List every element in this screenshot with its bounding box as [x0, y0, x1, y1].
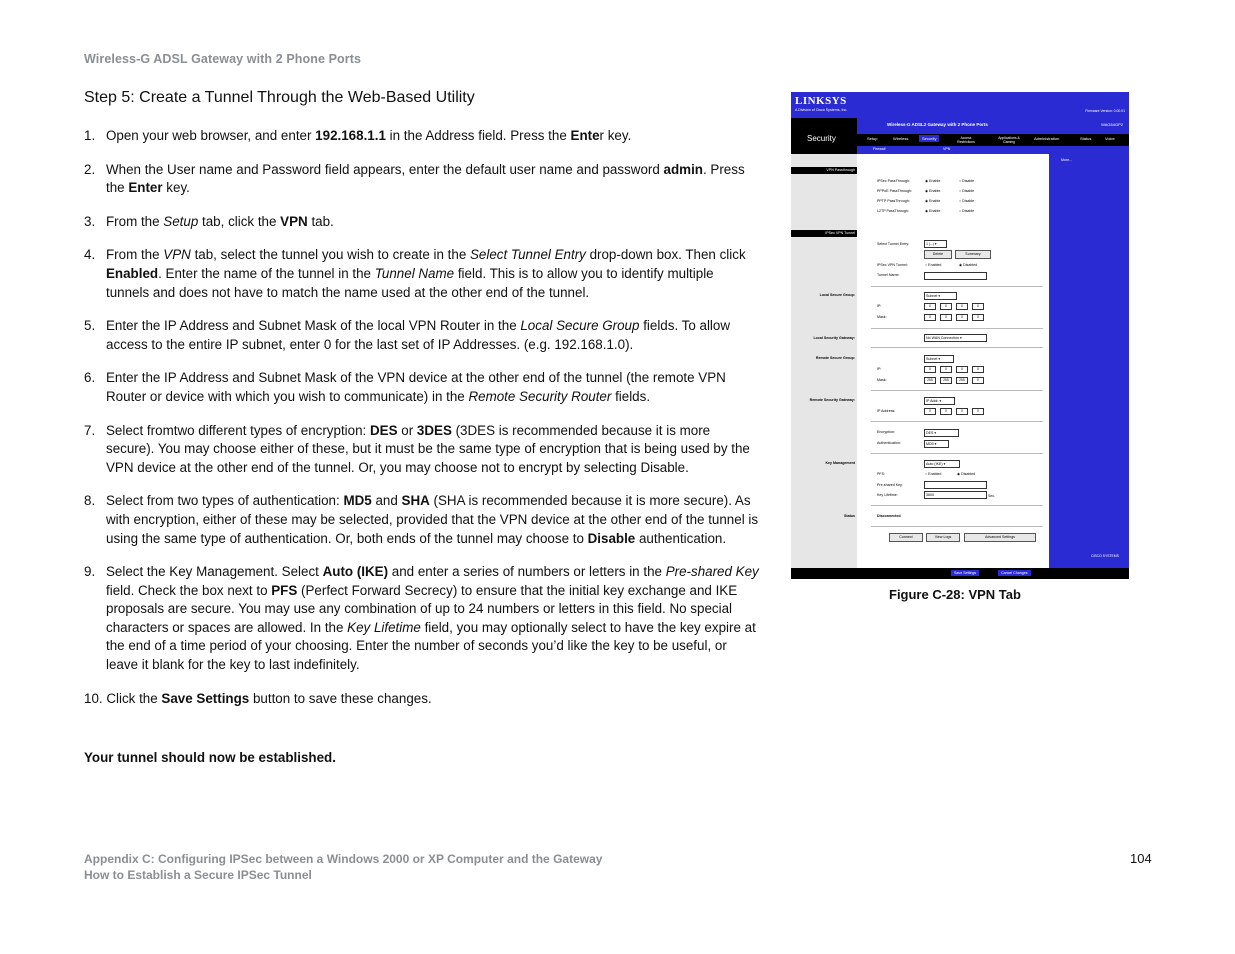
vpn-passthrough-header: [791, 167, 857, 174]
footer-line-1: Appendix C: Configuring IPSec between a Windows 2000 or XP Computer and the Gateway: [84, 852, 603, 866]
bold-run: Enter: [128, 180, 163, 196]
bold-run: SHA: [401, 493, 430, 509]
bold-run: PFS: [271, 582, 298, 598]
remote-ip-octet[interactable]: 0: [924, 366, 936, 373]
text-run: From the: [106, 213, 164, 229]
radio-label: Enable: [929, 179, 941, 183]
enable-radio[interactable]: ◉ Enable: [925, 209, 941, 213]
step-item: [84, 369, 760, 406]
firmware-version: Firmware Version: 0.00.01: [1085, 109, 1125, 113]
ipsec-tunnel-header: [791, 230, 857, 237]
italic-run: Local Secure Group: [520, 318, 640, 334]
remote-gw-octet[interactable]: 0: [924, 408, 936, 415]
text-run: . Enter the name of the tunnel in the: [158, 265, 375, 281]
radio-label: Disable: [962, 209, 975, 213]
text-run: Select fromtwo different types of encryption:: [106, 422, 370, 438]
local-ip-octet[interactable]: 0: [972, 303, 984, 310]
header-text: IPSec VPN Tunnel: [825, 231, 855, 235]
save-settings-button[interactable]: Save Settings: [951, 570, 979, 576]
help-column: [1049, 154, 1129, 568]
divider: [871, 390, 1043, 391]
cisco-logo: CISCO SYSTEMS: [1091, 554, 1119, 558]
model-number: WAG54GP2: [1101, 122, 1123, 127]
local-group-dropdown[interactable]: Subnet ▾: [924, 292, 957, 300]
more-link[interactable]: More...: [1061, 158, 1073, 162]
remote-gw-octet[interactable]: 0: [940, 408, 952, 415]
remote-gw-octet[interactable]: 0: [972, 408, 984, 415]
tab-access-restrictions[interactable]: Access Restrictions: [957, 136, 975, 144]
step-text: [106, 162, 745, 196]
local-mask-octet[interactable]: 0: [924, 314, 936, 321]
page-number: 104: [1130, 851, 1152, 866]
text-run: tab, select the tunnel you wish to create in the: [190, 247, 470, 263]
enable-radio[interactable]: ◉ Enable: [925, 179, 941, 183]
radio-label: Enabled: [928, 263, 942, 267]
text-run: 10. Click the: [84, 690, 162, 706]
local-mask-label: Mask:: [877, 315, 887, 319]
key-lifetime-label: Key Lifetime:: [877, 493, 898, 497]
text-run: fields. To allow access to the entire IP subnet, enter 0 for the last set of IP Addresses. (e.g. 192.168.1.0).: [106, 318, 731, 352]
remote-group-dropdown[interactable]: Subnet ▾: [924, 355, 954, 363]
step-number: 7.: [84, 422, 96, 438]
tab-wireless[interactable]: Wireless: [893, 136, 909, 141]
italic-run: Setup: [163, 213, 199, 229]
bold-run: 3DES: [416, 422, 452, 438]
step-number: 8.: [84, 493, 96, 509]
step-number: 9.: [84, 564, 96, 580]
text-run: authentication.: [635, 530, 727, 546]
text-run: tab, click the: [198, 213, 281, 229]
delete-button[interactable]: Delete: [924, 250, 952, 259]
step-number: 6.: [84, 370, 96, 386]
italic-run: Pre-shared Key: [665, 564, 759, 580]
step-item: [84, 317, 760, 354]
step-text: [106, 128, 631, 143]
tab-voice[interactable]: Voice: [1105, 136, 1115, 141]
step-item: [84, 161, 760, 198]
key-lifetime-input[interactable]: 3600: [924, 491, 987, 499]
local-mask-octet[interactable]: 0: [956, 314, 968, 321]
pfs-disabled-radio[interactable]: ◉ Disabled: [957, 472, 976, 476]
step-number: 1.: [84, 128, 96, 143]
tunnel-enabled-radio[interactable]: ○ Enabled: [925, 263, 942, 267]
radio-label: Disable: [962, 179, 975, 183]
local-ip-label: IP:: [877, 304, 882, 308]
step-text: [84, 691, 432, 706]
dropdown-value: Subnet: [926, 357, 938, 361]
disable-radio[interactable]: ○ Disable: [959, 199, 975, 203]
divider: [871, 421, 1043, 422]
advanced-settings-button[interactable]: Advanced Settings: [964, 533, 1036, 542]
l2tp-passthrough-label: L2TP PassThrough:: [877, 209, 909, 213]
tab-setup[interactable]: Setup: [867, 136, 878, 141]
step-text: [106, 493, 758, 545]
text-run: field, you may optionally select to have the key expire at the end of a time period of your choosing. Enter the number of seconds you’d like the key to be useful, or leave it blank for the key to last indefinitely.: [106, 619, 756, 673]
bold-run: DES: [369, 422, 398, 438]
bold-run: Save Settings: [161, 690, 250, 706]
dropdown-value: IP Addr.: [926, 399, 939, 403]
logo-subtitle: A Division of Cisco Systems, Inc.: [795, 108, 848, 112]
divider: [871, 347, 1043, 348]
final-note: Your tunnel should now be established.: [84, 750, 336, 765]
remote-security-gateway-label: Remote Security Gateway:: [809, 398, 855, 402]
radio-label: Disable: [962, 189, 975, 193]
disable-radio[interactable]: ○ Disable: [959, 189, 975, 193]
remote-ip-octet[interactable]: 0: [956, 366, 968, 373]
authentication-dropdown[interactable]: MD5 ▾: [924, 440, 949, 448]
text-run: key.: [162, 180, 190, 196]
step-text: [106, 423, 750, 475]
page-footer: [84, 851, 602, 883]
italic-run: Key Lifetime: [347, 619, 421, 635]
text-run: Enter the IP Address and Subnet Mask of the local VPN Router in the: [106, 318, 521, 334]
bold-run: Enabled: [106, 265, 159, 281]
ipsec-passthrough-label: IPSec PassThrough:: [877, 179, 910, 183]
tunnel-disabled-radio[interactable]: ◉ Disabled: [959, 263, 978, 267]
pppoe-passthrough-label: PPPoE PassThrough:: [877, 189, 912, 193]
linksys-logo: LINKSYS: [795, 95, 847, 107]
radio-label: Disabled: [963, 263, 978, 267]
remote-mask-octet[interactable]: 255: [956, 377, 968, 384]
pfs-label: PFS:: [877, 472, 885, 476]
radio-label: Disabled: [961, 472, 976, 476]
italic-run: Remote Security Router: [468, 388, 612, 404]
step-item: [84, 246, 760, 302]
local-mask-octet[interactable]: 0: [940, 314, 952, 321]
tunnel-name-input[interactable]: [924, 272, 987, 280]
local-mask-octet[interactable]: 0: [972, 314, 984, 321]
italic-run: Select Tunnel Entry: [469, 247, 586, 263]
radio-label: Disable: [962, 199, 975, 203]
tab-administration[interactable]: Administration: [1034, 136, 1060, 141]
divider: [871, 286, 1043, 287]
connect-button[interactable]: Connect: [889, 533, 923, 542]
step-number: 3.: [84, 213, 96, 229]
remote-ip-label: IP:: [877, 367, 882, 371]
text-run: Open your web browser, and enter: [106, 128, 316, 143]
text-run: drop-down box. Then click: [585, 247, 746, 263]
divider: [871, 505, 1043, 506]
local-ip-octet[interactable]: 0: [924, 303, 936, 310]
remote-gw-octet[interactable]: 0: [956, 408, 968, 415]
bold-run: Auto (IKE): [322, 564, 389, 580]
text-run: r key.: [599, 128, 632, 143]
text-run: fields.: [611, 388, 651, 404]
text-run: (3DES is recommended because it is more secure). You may choose either of these, but it must be the same type of encryption that is being used by the VPN device at the other end of the tunnel. Or, you may choose not to encrypt by selecting Disable.: [106, 422, 750, 475]
dropdown-value: 1 (--): [926, 242, 934, 246]
text-run: or: [397, 422, 417, 438]
authentication-label: Authentication:: [877, 441, 901, 445]
step-item: [84, 690, 760, 709]
text-run: and enter a series of numbers or letters in the: [388, 564, 666, 580]
bold-run: MD5: [343, 493, 372, 509]
encryption-label: Encryption:: [877, 430, 895, 434]
text-run: Select the Key Management. Select: [106, 564, 323, 580]
vpn-tab-screenshot: [791, 92, 1129, 579]
preshared-key-label: Pre-shared Key:: [877, 483, 903, 487]
step-item: [84, 213, 760, 232]
text-run: (Perfect Forward Secrecy) to ensure that the initial key exchange and IKE proposals are secure. You may use any combination of up to 24 numbers or letters in this field. No special characters or spaces are allowed. In the: [106, 582, 738, 635]
local-security-gateway-label: Local Security Gateway:: [813, 336, 855, 340]
text-run: Select from two types of authentication:: [106, 493, 344, 509]
dropdown-value: MD5: [926, 442, 934, 446]
cancel-changes-button[interactable]: Cancel Changes: [998, 570, 1031, 576]
step-number: 5.: [84, 318, 96, 334]
footer-line-2: How to Establish a Secure IPSec Tunnel: [84, 868, 312, 882]
bold-run: VPN: [280, 213, 308, 229]
text-run: Enter the IP Address and Subnet Mask of the VPN device at the other end of the tunnel (the remote VPN Router or device with which you wish to communicate) in the: [106, 370, 726, 404]
left-label-column: [791, 154, 857, 568]
subtab-firewall[interactable]: Firewall: [873, 147, 886, 151]
step-number: 4.: [84, 247, 96, 263]
subtab-vpn[interactable]: VPN: [943, 147, 951, 151]
local-secure-group-label: Local Secure Group:: [819, 293, 855, 297]
step-text: [106, 318, 730, 352]
bold-run: 192.168.1.1: [315, 128, 386, 143]
text-run: field. Check the box next to: [106, 582, 272, 598]
italic-run: Tunnel Name: [374, 265, 455, 281]
local-ip-octet[interactable]: 0: [956, 303, 968, 310]
ipsec-vpn-tunnel-label: IPSec VPN Tunnel:: [877, 263, 908, 267]
remote-ip-octet[interactable]: 0: [940, 366, 952, 373]
radio-label: Enable: [929, 209, 941, 213]
radio-label: Enable: [929, 199, 941, 203]
italic-run: VPN: [163, 247, 191, 263]
text-run: field. This is to allow you to identify multiple tunnels and does not have to match the name used at the other end of the tunnel.: [106, 265, 714, 300]
product-name: Wireless-G ADSL2 Gateway with 2 Phone Ports: [887, 122, 988, 127]
section-label-block: [791, 118, 857, 154]
step-text: [106, 247, 746, 299]
remote-mask-octet[interactable]: 255: [924, 377, 936, 384]
tab-security[interactable]: Security: [919, 135, 939, 142]
remote-mask-label: Mask:: [877, 378, 887, 382]
enable-radio[interactable]: ◉ Enable: [925, 189, 941, 193]
radio-label: Enable: [929, 189, 941, 193]
remote-mask-octet[interactable]: 0: [972, 377, 984, 384]
bold-run: Ente: [570, 128, 600, 143]
step-item: [84, 127, 760, 146]
local-ip-octet[interactable]: 0: [940, 303, 952, 310]
step-text: [106, 564, 759, 672]
step-title: Step 5: Create a Tunnel Through the Web-Based Utility: [84, 89, 475, 106]
ip-address-label: IP Address:: [877, 409, 896, 413]
sub-tabs-bar: [857, 146, 1129, 154]
step-number: 2.: [84, 161, 96, 177]
instruction-steps: [84, 127, 760, 723]
running-header: Wireless-G ADSL Gateway with 2 Phone Ports: [84, 52, 362, 66]
radio-label: Enabled: [928, 472, 942, 476]
remote-mask-octet[interactable]: 255: [940, 377, 952, 384]
key-management-dropdown[interactable]: Auto (IKE) ▾: [924, 460, 960, 468]
bold-run: Disable: [587, 530, 636, 546]
preshared-key-input[interactable]: [924, 481, 987, 489]
text-run: button to save these changes.: [249, 690, 432, 706]
select-tunnel-label: Select Tunnel Entry:: [877, 242, 910, 246]
step-item: [84, 422, 760, 478]
dropdown-value: DES: [926, 431, 934, 435]
enable-radio[interactable]: ◉ Enable: [925, 199, 941, 203]
text-run: in the Address field. Press the: [385, 128, 571, 143]
disable-radio[interactable]: ○ Disable: [959, 179, 975, 183]
encryption-dropdown[interactable]: DES ▾: [924, 429, 959, 437]
remote-ip-octet[interactable]: 0: [972, 366, 984, 373]
status-label: Status: [844, 514, 855, 518]
step-item: [84, 563, 760, 675]
disable-radio[interactable]: ○ Disable: [959, 209, 975, 213]
text-run: When the User name and Password field appears, enter the default user name and password: [106, 161, 664, 177]
remote-gateway-dropdown[interactable]: IP Addr. ▾: [924, 397, 955, 405]
section-title: Security: [807, 134, 836, 143]
remote-secure-group-label: Remote Secure Group:: [815, 356, 855, 360]
status-value: Disconnected: [877, 514, 901, 518]
step-text: [106, 214, 334, 229]
text-run: and: [371, 493, 402, 509]
seconds-unit: Sec.: [988, 494, 996, 498]
pptp-passthrough-label: PPTP PassThrough:: [877, 199, 910, 203]
header-text: VPN Passthrough: [826, 168, 855, 172]
text-run: From the: [106, 247, 164, 263]
select-tunnel-dropdown[interactable]: 1 (--) ▾: [924, 240, 947, 248]
pfs-enabled-radio[interactable]: ○ Enabled: [925, 472, 942, 476]
dropdown-value: Subnet: [926, 294, 938, 298]
local-gateway-dropdown[interactable]: No WAN Connection ▾: [924, 334, 987, 342]
view-logs-button[interactable]: View Logs: [926, 533, 960, 542]
text-run: . Press the: [106, 161, 745, 196]
divider: [871, 526, 1043, 527]
dropdown-value: Auto (IKE): [926, 462, 943, 466]
step-item: [84, 492, 760, 548]
divider: [871, 453, 1043, 454]
step-text: [106, 370, 726, 404]
tab-status[interactable]: Status: [1080, 136, 1092, 141]
text-run: (SHA is recommended because it is more secure). As with encryption, either of these may be selected, provided that the VPN device at the other end of the tunnel is using the same type of authentication. Or, both ends of the tunnel may choose to: [106, 493, 759, 546]
text-run: tab.: [307, 213, 334, 229]
key-management-label: Key Management: [825, 461, 855, 465]
bold-run: admin: [663, 161, 703, 177]
tab-applications-gaming[interactable]: Applications & Gaming: [998, 136, 1020, 144]
dropdown-value: No WAN Connection: [926, 336, 960, 340]
tunnel-name-label: Tunnel Name:: [877, 273, 900, 277]
figure-caption: Figure C-28: VPN Tab: [889, 587, 1021, 602]
summary-button[interactable]: Summary: [955, 250, 991, 259]
divider: [871, 328, 1043, 329]
